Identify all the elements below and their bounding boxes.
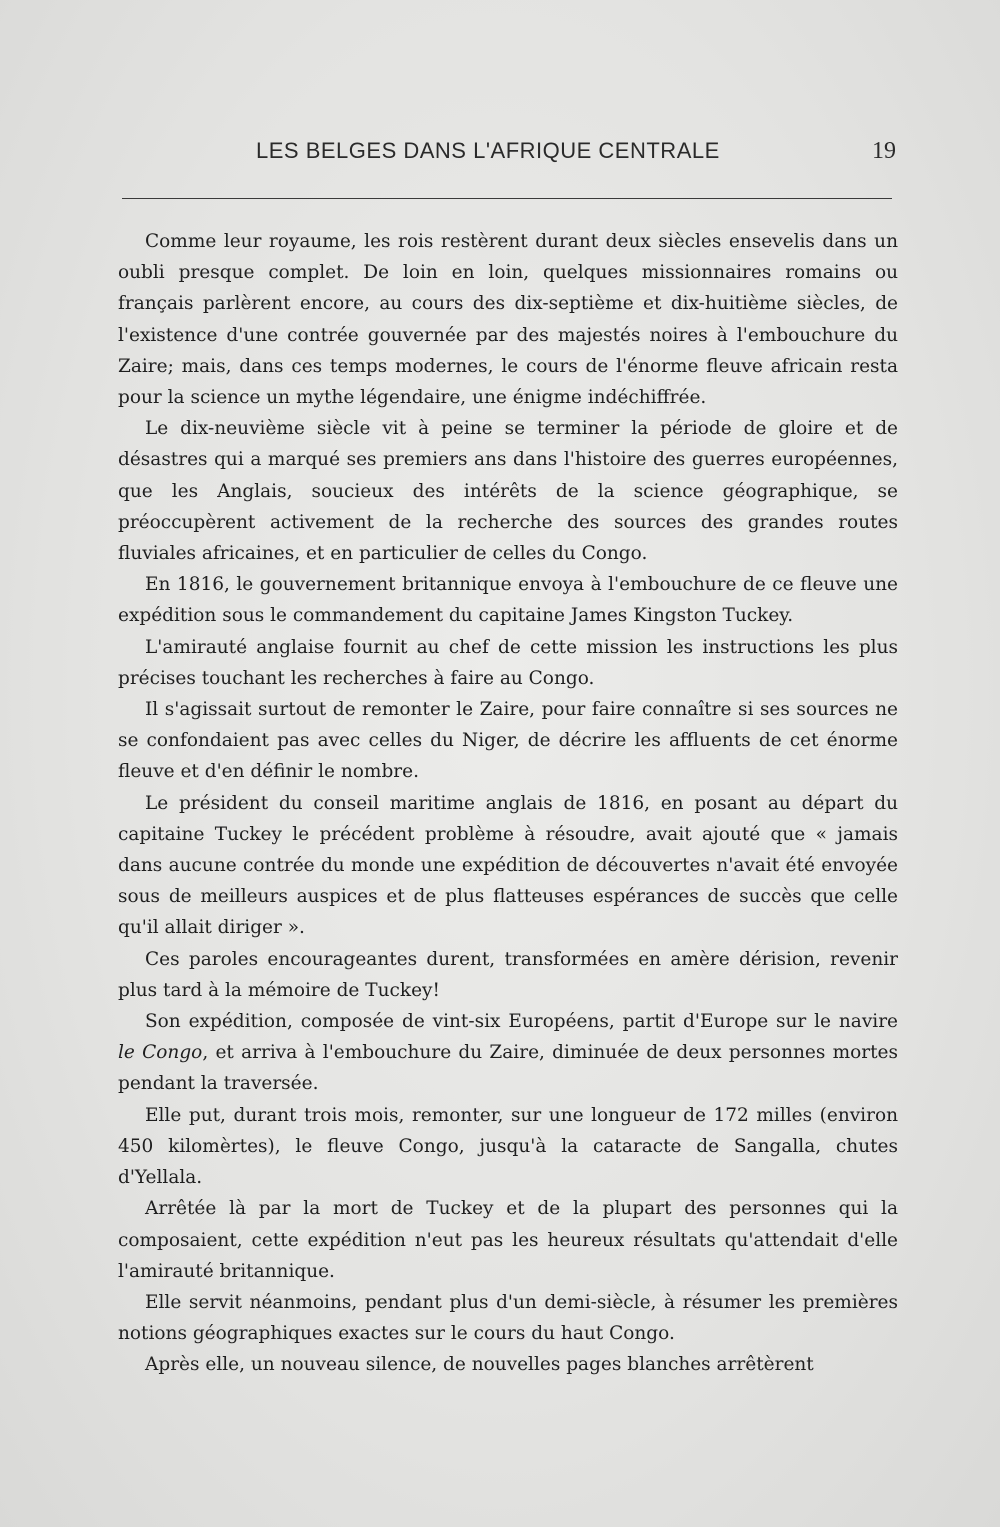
body-text <box>118 226 898 1381</box>
paragraph-text: Son expédition, composée de vint-six Européens, partit d'Europe sur le navire <box>145 1011 898 1033</box>
paragraph: Il s'agissait surtout de remonter le Zaire, pour faire connaître si ses sources ne se confondaient pas avec celles du Niger, de décrire les affluents de cet énorme fleuve et d'en définir le nombre. <box>118 699 898 783</box>
paragraph: Elle put, durant trois mois, remonter, sur une longueur de 172 milles (environ 450 kilomèrtes), le fleuve Congo, jusqu'à la cataracte de Sangalla, chutes d'Yellala. <box>118 1104 898 1189</box>
paragraph: Elle servit néanmoins, pendant plus d'un demi-siècle, à résumer les premières notions géographiques exactes sur le cours du haut Congo. <box>118 1291 898 1345</box>
paragraph: Arrêtée là par la mort de Tuckey et de la plupart des personnes qui la composaient, cette expédition n'eut pas les heureux résultats qu'attendait d'elle l'amirauté britannique. <box>118 1198 898 1282</box>
paragraph: Le dix-neuvième siècle vit à peine se terminer la période de gloire et de désastres qui a marqué ses premiers ans dans l'histoire des guerres européennes, que les Anglais, soucieux des intérêts de la science géographique, se préoccupèrent activement de la recherche des sources des grandes routes fluviales africaines, et en particulier de celles du Congo. <box>118 418 898 565</box>
paragraph: Le président du conseil maritime anglais de 1816, en posant au départ du capitaine Tuckey le précédent problème à résoudre, avait ajouté que « jamais dans aucune contrée du monde une expédition de découvertes n'avait été envoyée sous de meilleurs auspices et de plus flatteuses espérances de succès que celle qu'il allait diriger ». <box>118 792 898 939</box>
paragraph: Ces paroles encourageantes durent, transformées en amère dérision, revenir plus tard à la mémoire de Tuckey! <box>118 948 898 1001</box>
paragraph: En 1816, le gouvernement britannique envoya à l'embouchure de ce fleuve une expédition sous le commandement du capitaine James Kingston Tuckey. <box>118 574 898 627</box>
paragraph <box>118 1006 898 1100</box>
paragraph-text: , et arriva à l'embouchure du Zaire, diminuée de deux personnes mortes pendant la traversée. <box>118 1042 899 1095</box>
running-header <box>0 138 1000 172</box>
paragraph: Comme leur royaume, les rois restèrent durant deux siècles ensevelis dans un oubli presque complet. De loin en loin, quelques missionnaires romains ou français parlèrent encore, au cours des dix-septième et dix-huitième siècles, de l'existence d'une contrée gouvernée par des majestés noires à l'embouchure du Zaire; mais, dans ces temps modernes, le cours de l'énorme fleuve africain resta pour la science un mythe légendaire, une énigme indéchiffrée. <box>118 231 898 409</box>
header-rule <box>122 198 892 199</box>
paragraph: L'amirauté anglaise fournit au chef de cette mission les instructions les plus précises touchant les recherches à faire au Congo. <box>118 636 898 689</box>
paragraph: Après elle, un nouveau silence, de nouvelles pages blanches arrêtèrent <box>145 1354 814 1376</box>
page-number: 19 <box>872 138 896 164</box>
ship-name: le Congo <box>118 1042 203 1064</box>
running-title: LES BELGES DANS L'AFRIQUE CENTRALE <box>256 138 720 163</box>
